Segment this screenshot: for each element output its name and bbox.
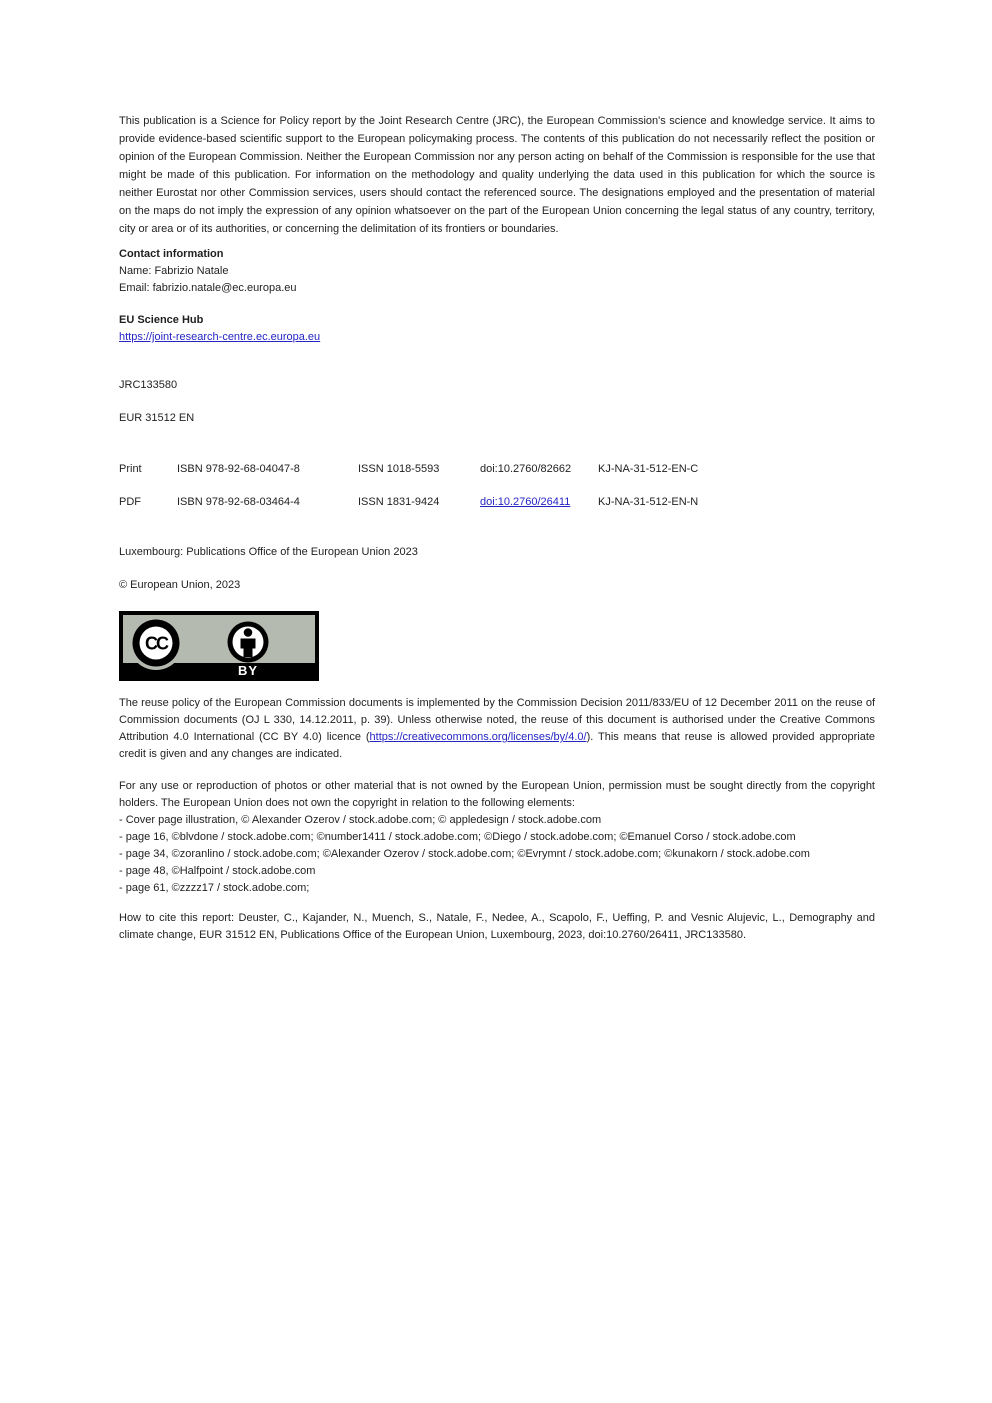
photo-credit-item: - page 61, ©zzzz17 / stock.adobe.com; bbox=[119, 882, 310, 894]
disclaimer-paragraph: This publication is a Science for Policy report by the Joint Research Centre (JRC), the European Commission's science and knowledge service. It aims to provide evidence-based scientific support to the European policymaking process. The contents of this publication do not necessarily reflect the position or opinion of the European Commission. Neither the European Commission nor any person acting on behalf of the Commission is responsible for the use that might be made of this publication. For information on the methodology and quality underlying the data used in this publication for which the source is neither Eurostat nor other Commission services, users should contact the referenced source. The designations employed and the presentation of material on the maps do not imply the expression of any opinion whatsoever on the part of the European Union concerning the legal status of any country, territory, city or area or of its authorities, or concerning the delimitation of its frontiers or boundaries. bbox=[119, 115, 875, 235]
pdf-issn: ISSN 1831-9424 bbox=[358, 496, 440, 508]
science-hub-block bbox=[119, 312, 875, 346]
cc-by-badge bbox=[119, 611, 319, 681]
citation-paragraph: How to cite this report: Deuster, C., Kajander, N., Muench, S., Natale, F., Nedee, A., Scapolo, F., Ueffing, P. and Vesnic Alujevic, L., Demography and climate change, EUR 31512 EN, Publications Office of the European Union, Luxembourg, 2023, doi:10.2760/26411, JRC133580. bbox=[119, 912, 875, 941]
photo-credits-intro: For any use or reproduction of photos or other material that is not owned by the European Union, permission must be sought directly from the copyright holders. The European Union does not own the copyright in relation to the following elements: bbox=[119, 780, 875, 809]
reuse-policy-text-before: The reuse policy of the European Commission documents is implemented by the Commission Decision 2011/833/EU of 12 December 2011 on the reuse of Commission documents (OJ L 330, 14.12.2011, p. 39). Unless otherwise noted, the reuse of this document is authorised under the Creative Commons Attribution 4.0 International (CC BY 4.0) licence ( bbox=[119, 697, 875, 743]
reuse-policy-text-after: ). This means that reuse is allowed provided appropriate credit is given and any changes are indicated. bbox=[119, 731, 875, 760]
page-content bbox=[119, 112, 875, 944]
pdf-catalogue-number: KJ-NA-31-512-EN-N bbox=[598, 496, 699, 508]
eur-number: EUR 31512 EN bbox=[119, 412, 195, 424]
jrc-number: JRC133580 bbox=[119, 379, 178, 391]
print-catalogue-number: KJ-NA-31-512-EN-C bbox=[598, 463, 699, 475]
pdf-doi-link[interactable]: doi:10.2760/26411 bbox=[480, 496, 571, 508]
copyright-line: © European Union, 2023 bbox=[119, 579, 241, 591]
print-isbn: ISBN 978-92-68-04047-8 bbox=[177, 463, 300, 475]
pdf-format-label: PDF bbox=[119, 496, 141, 508]
print-format-label: Print bbox=[119, 463, 142, 475]
svg-text:CC: CC bbox=[145, 633, 167, 654]
cc-by-badge-image bbox=[119, 611, 319, 681]
print-issn: ISSN 1018-5593 bbox=[358, 463, 440, 475]
pdf-isbn: ISBN 978-92-68-03464-4 bbox=[177, 496, 300, 508]
photo-credit-item: - Cover page illustration, © Alexander Ozerov / stock.adobe.com; © appledesign / stock.adobe.com bbox=[119, 814, 602, 826]
cc-license-link[interactable]: https://creativecommons.org/licenses/by/4.0/ bbox=[369, 731, 587, 743]
contact-heading: Contact information bbox=[119, 248, 224, 260]
attribution-person-icon bbox=[228, 622, 269, 663]
photo-credit-item: - page 16, ©blvdone / stock.adobe.com; ©number1411 / stock.adobe.com; ©Diego / stock.adobe.com; ©Emanuel Corso / stock.adobe.com bbox=[119, 831, 796, 843]
cc-logo-icon bbox=[129, 616, 183, 670]
photo-credit-item: - page 48, ©Halfpoint / stock.adobe.com bbox=[119, 865, 316, 877]
print-doi: doi:10.2760/82662 bbox=[480, 463, 572, 475]
catalogue-table bbox=[119, 461, 875, 511]
science-hub-heading: EU Science Hub bbox=[119, 314, 204, 326]
contact-block bbox=[119, 246, 875, 297]
science-hub-link[interactable]: https://joint-research-centre.ec.europa.eu bbox=[119, 331, 321, 343]
photo-credits-block bbox=[119, 778, 875, 897]
contact-name: Name: Fabrizio Natale bbox=[119, 265, 229, 277]
publisher-line: Luxembourg: Publications Office of the European Union 2023 bbox=[119, 546, 418, 558]
reuse-policy-paragraph bbox=[119, 695, 875, 763]
contact-email: Email: fabrizio.natale@ec.europa.eu bbox=[119, 282, 297, 294]
by-label: BY bbox=[237, 663, 259, 678]
photo-credit-item: - page 34, ©zoranlino / stock.adobe.com; ©Alexander Ozerov / stock.adobe.com; ©Evrymnt / stock.adobe.com; ©kunakorn / stock.adobe.com bbox=[119, 848, 810, 860]
